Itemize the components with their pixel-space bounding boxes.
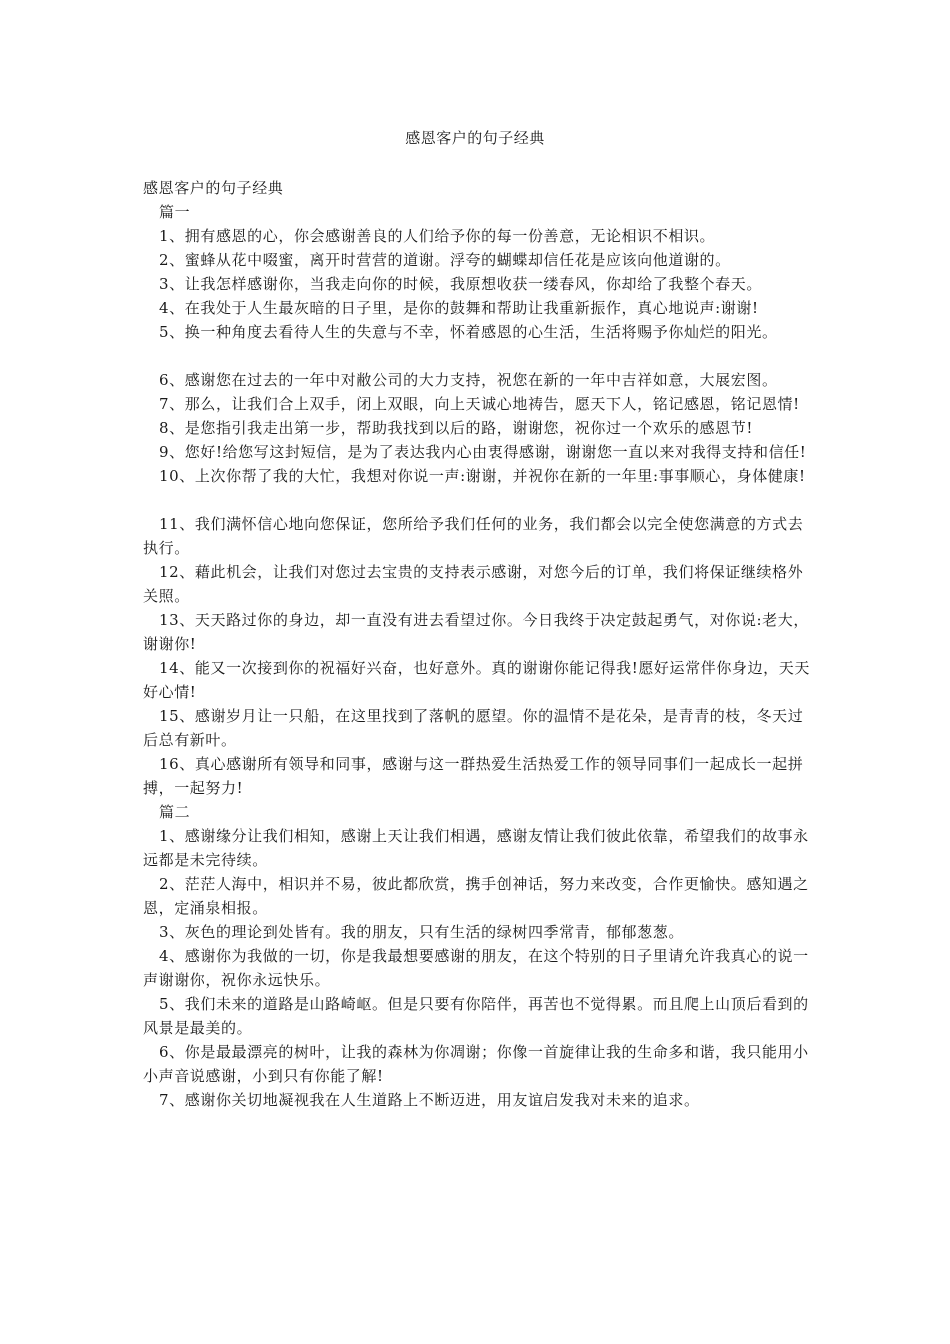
section-label-part1: 篇一 [159, 203, 191, 221]
body-heading: 感恩客户的句子经典 [143, 179, 284, 197]
paragraph-gap [143, 344, 813, 368]
paragraph-item: 5、换一种角度去看待人生的失意与不幸，怀着感恩的心生活，生活将赐予你灿烂的阳光。 [159, 323, 778, 341]
paragraph-item: 16、真心感谢所有领导和同事，感谢与这一群热爱生活热爱工作的领导同事们一起成长一起拼搏，一起努力! [143, 755, 804, 797]
document-body [143, 176, 813, 1112]
paragraph-item: 8、是您指引我走出第一步，帮助我找到以后的路，谢谢您，祝你过一个欢乐的感恩节! [159, 419, 753, 437]
paragraph-item: 1、感谢缘分让我们相知，感谢上天让我们相遇，感谢友情让我们彼此依靠，希望我们的故事永远都是未完待续。 [143, 827, 809, 869]
paragraph-item: 4、感谢你为我做的一切，你是我最想要感谢的朋友，在这个特别的日子里请允许我真心的说一声谢谢你，祝你永远快乐。 [143, 947, 809, 989]
paragraph-item: 6、你是最最漂亮的树叶，让我的森林为你凋谢；你像一首旋律让我的生命多和谐，我只能用小小声音说感谢，小到只有你能了解! [143, 1043, 809, 1085]
paragraph-item: 2、蜜蜂从花中啜蜜，离开时营营的道谢。浮夸的蝴蝶却信任花是应该向他道谢的。 [159, 251, 731, 269]
paragraph-item: 1、拥有感恩的心，你会感谢善良的人们给予你的每一份善意，无论相识不相识。 [159, 227, 716, 245]
paragraph-item: 12、藉此机会，让我们对您过去宝贵的支持表示感谢，对您今后的订单，我们将保证继续格外关照。 [143, 563, 804, 605]
paragraph-item: 3、灰色的理论到处皆有。我的朋友，只有生活的绿树四季常青，郁郁葱葱。 [159, 923, 684, 941]
paragraph-item: 4、在我处于人生最灰暗的日子里，是你的鼓舞和帮助让我重新振作，真心地说声:谢谢! [159, 299, 759, 317]
paragraph-item: 11、我们满怀信心地向您保证，您所给予我们任何的业务，我们都会以完全使您满意的方式去执行。 [143, 515, 804, 557]
paragraph-item: 3、让我怎样感谢你，当我走向你的时候，我原想收获一缕春风，你却给了我整个春天。 [159, 275, 762, 293]
paragraph-item: 15、感谢岁月让一只船，在这里找到了落帆的愿望。你的温情不是花朵，是青青的枝，冬天过后总有新叶。 [143, 707, 804, 749]
paragraph-item: 7、感谢你关切地凝视我在人生道路上不断迈进，用友谊启发我对未来的追求。 [159, 1091, 700, 1109]
paragraph-item: 2、茫茫人海中，相识并不易，彼此都欣赏，携手创神话，努力来改变，合作更愉快。感知遇之恩，定涌泉相报。 [143, 875, 809, 917]
paragraph-item: 5、我们未来的道路是山路崎岖。但是只要有你陪伴，再苦也不觉得累。而且爬上山顶后看到的风景是最美的。 [143, 995, 809, 1037]
paragraph-item: 10、上次你帮了我的大忙，我想对你说一声:谢谢，并祝你在新的一年里:事事顺心，身体健康! [159, 467, 806, 485]
document-title: 感恩客户的句子经典 [405, 129, 545, 147]
paragraph-item: 6、感谢您在过去的一年中对敝公司的大力支持，祝您在新的一年中吉祥如意，大展宏图。 [159, 371, 778, 389]
paragraph-gap [143, 488, 813, 512]
paragraph-item: 9、您好!给您写这封短信，是为了表达我内心由衷得感谢，谢谢您一直以来对我得支持和信任! [159, 443, 807, 461]
paragraph-item: 13、天天路过你的身边，却一直没有进去看望过你。今日我终于决定鼓起勇气，对你说:老大，谢谢你! [143, 611, 809, 653]
section-label-part2: 篇二 [159, 803, 191, 821]
paragraph-item: 7、那么，让我们合上双手，闭上双眼，向上天诚心地祷告，愿天下人，铭记感恩，铭记恩情! [159, 395, 800, 413]
paragraph-item: 14、能又一次接到你的祝福好兴奋，也好意外。真的谢谢你能记得我!愿好运常伴你身边，天天好心情! [143, 659, 810, 701]
